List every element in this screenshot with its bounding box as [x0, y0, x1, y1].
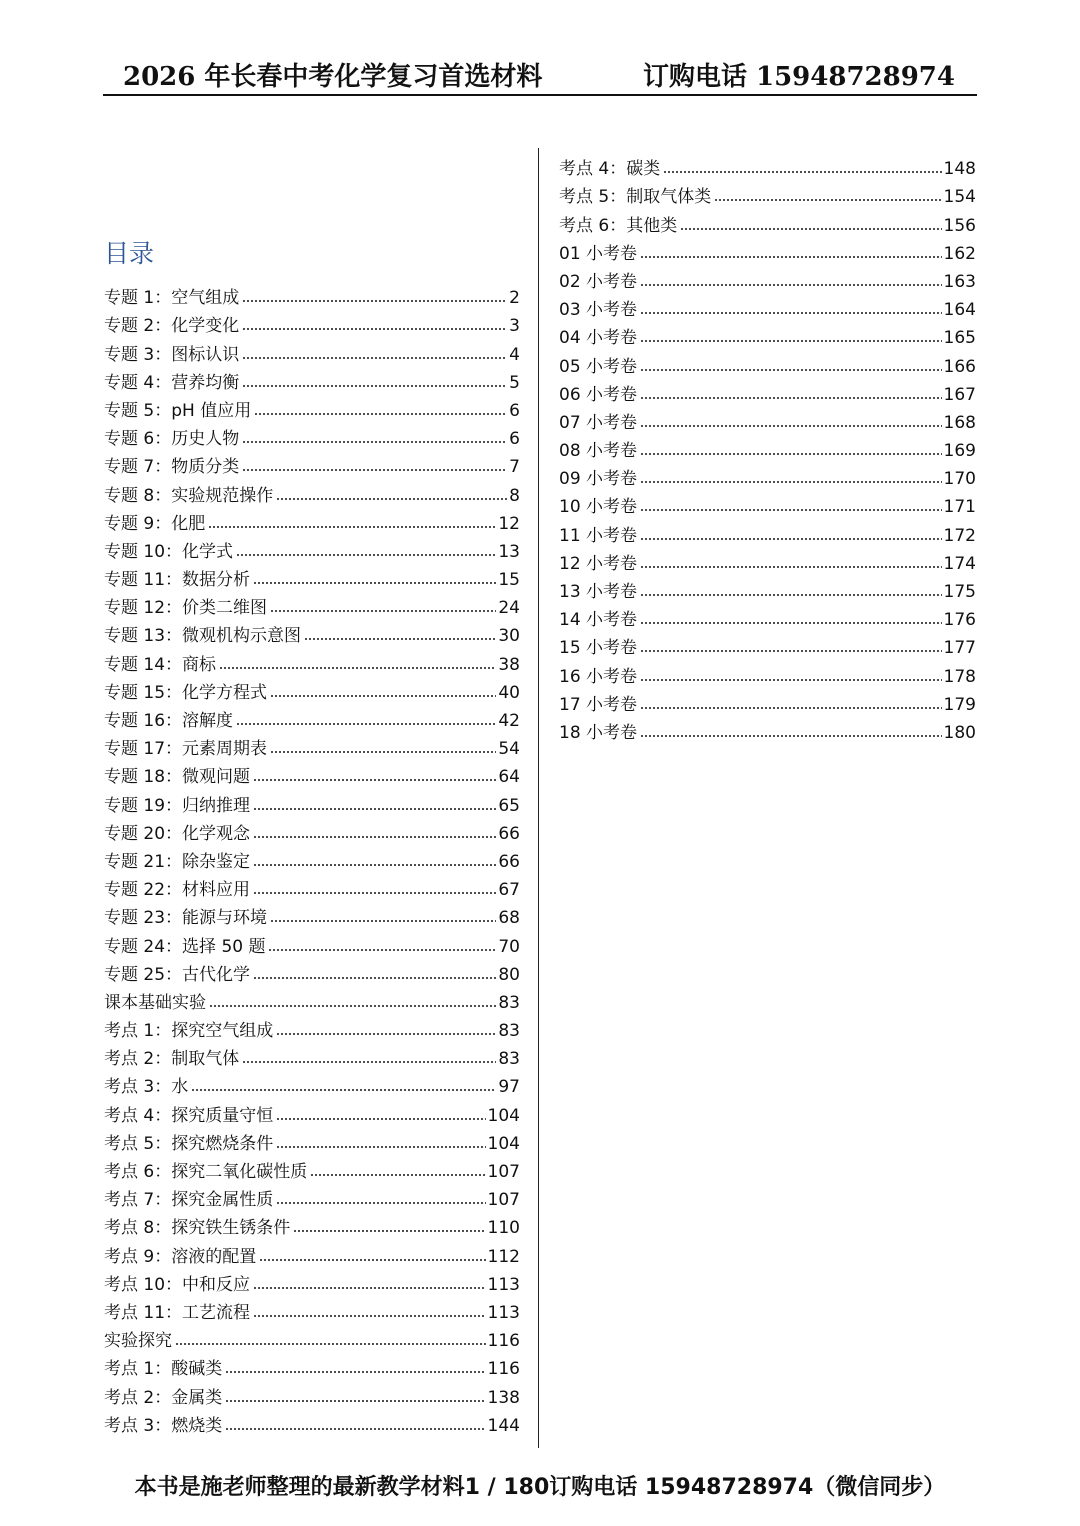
toc-entry-page: 138 — [487, 1387, 520, 1408]
toc-leader-dots — [276, 1201, 485, 1205]
toc-entry-label: 专题 20：化学观念 — [104, 823, 251, 844]
toc-entry-label: 专题 23：能源与环境 — [104, 908, 268, 929]
toc-entry-label: 14 小考卷 — [559, 610, 638, 631]
toc-entry[interactable] — [104, 421, 520, 449]
toc-entry[interactable] — [559, 630, 976, 658]
toc-entry-label: 专题 17：元素周期表 — [104, 739, 268, 760]
toc-entry[interactable] — [559, 574, 976, 602]
toc-entry-page: 164 — [943, 300, 976, 321]
toc-entry-label: 15 小考卷 — [559, 638, 638, 659]
toc-entry-label: 18 小考卷 — [559, 722, 638, 743]
toc-entry-page: 168 — [943, 412, 976, 433]
toc-entry[interactable] — [559, 348, 976, 376]
toc-entry[interactable] — [104, 1351, 520, 1379]
toc-entry[interactable] — [104, 1379, 520, 1407]
toc-leader-dots — [242, 299, 507, 303]
toc-entry[interactable] — [104, 1182, 520, 1210]
toc-entry-page: 113 — [487, 1302, 520, 1323]
toc-entry-label: 考点 1：酸碱类 — [104, 1359, 223, 1380]
toc-leader-dots — [236, 722, 496, 726]
toc-entry[interactable] — [559, 377, 976, 405]
toc-entry-page: 175 — [943, 582, 976, 602]
toc-entry[interactable] — [104, 393, 520, 421]
toc-entry-page: 80 — [498, 964, 520, 985]
toc-leader-dots — [225, 1399, 485, 1403]
toc-leader-dots — [680, 227, 941, 231]
toc-entry[interactable] — [559, 320, 976, 348]
toc-entry-label: 专题 4：营养均衡 — [104, 372, 240, 393]
toc-entry-page: 107 — [487, 1162, 520, 1182]
toc-entry-page: 162 — [943, 243, 976, 264]
toc-entry-page: 148 — [943, 159, 976, 180]
toc-entry-page: 113 — [487, 1274, 520, 1295]
toc-entry-label: 专题 25：古代化学 — [104, 964, 251, 985]
toc-leader-dots — [225, 1370, 485, 1374]
toc-leader-dots — [276, 1117, 485, 1121]
toc-entry-label: 专题 3：图标认识 — [104, 344, 240, 365]
toc-leader-dots — [209, 1004, 496, 1008]
toc-entry-label: 专题 6：历史人物 — [104, 429, 240, 450]
toc-entry-label: 考点 2：金属类 — [104, 1387, 223, 1408]
toc-entry-label: 考点 6：其他类 — [559, 215, 678, 236]
toc-entry-page: 169 — [943, 441, 976, 462]
toc-entry[interactable] — [104, 1323, 520, 1351]
toc-entry-page: 67 — [498, 880, 520, 901]
toc-entry-label: 09 小考卷 — [559, 469, 638, 490]
toc-entry[interactable] — [104, 1267, 520, 1295]
toc-entry[interactable] — [559, 151, 976, 179]
toc-entry-label: 13 小考卷 — [559, 582, 638, 602]
toc-entry-page: 2 — [509, 288, 520, 309]
toc-entry-label: 专题 10：化学式 — [104, 541, 234, 562]
toc-entry[interactable] — [104, 985, 520, 1013]
toc-entry[interactable] — [104, 308, 520, 336]
toc-entry-label: 01 小考卷 — [559, 243, 638, 264]
toc-leader-dots — [640, 283, 942, 287]
toc-entry-label: 专题 12：价类二维图 — [104, 598, 268, 619]
toc-leader-dots — [640, 424, 942, 428]
toc-entry-page: 83 — [498, 1021, 520, 1042]
toc-entry[interactable] — [104, 957, 520, 985]
toc-leader-dots — [640, 255, 942, 259]
toc-leader-dots — [208, 525, 496, 529]
toc-leader-dots — [191, 1088, 496, 1092]
toc-entry[interactable] — [104, 872, 520, 900]
toc-leader-dots — [640, 706, 942, 710]
toc-leader-dots — [242, 327, 507, 331]
toc-entry[interactable] — [104, 1295, 520, 1323]
toc-leader-dots — [270, 609, 496, 613]
toc-entry[interactable] — [104, 1069, 520, 1097]
toc-entry[interactable] — [104, 844, 520, 872]
toc-entry-page: 170 — [943, 469, 976, 490]
toc-entry-label: 06 小考卷 — [559, 384, 638, 405]
toc-leader-dots — [640, 621, 942, 625]
toc-entry[interactable] — [559, 292, 976, 320]
toc-entry-page: 116 — [487, 1331, 520, 1352]
toc-entry[interactable] — [559, 715, 976, 743]
toc-entry-page: 38 — [498, 654, 520, 675]
toc-entry-page: 30 — [498, 626, 520, 647]
toc-entry[interactable] — [559, 602, 976, 630]
toc-leader-dots — [276, 1145, 485, 1149]
toc-entry-label: 考点 4：探究质量守恒 — [104, 1105, 274, 1126]
toc-entry[interactable] — [104, 675, 520, 703]
toc-entry-label: 10 小考卷 — [559, 497, 638, 518]
toc-entry-page: 68 — [498, 908, 520, 929]
toc-right-column — [559, 151, 976, 743]
toc-leader-dots — [253, 863, 496, 867]
toc-entry-label: 专题 8：实验规范操作 — [104, 485, 274, 506]
toc-leader-dots — [310, 1173, 485, 1177]
toc-entry-page: 54 — [498, 739, 520, 760]
toc-leader-dots — [640, 480, 942, 484]
toc-leader-dots — [640, 678, 942, 682]
toc-entry-label: 考点 10：中和反应 — [104, 1274, 251, 1295]
toc-entry-page: 6 — [509, 429, 520, 450]
toc-entry-label: 专题 7：物质分类 — [104, 457, 240, 478]
toc-leader-dots — [640, 311, 942, 315]
toc-leader-dots — [304, 637, 496, 641]
toc-entry-page: 42 — [498, 711, 520, 731]
toc-entry-label: 考点 2：制取气体 — [104, 1049, 240, 1070]
toc-entry-label: 专题 1：空气组成 — [104, 288, 240, 309]
toc-leader-dots — [253, 891, 496, 895]
toc-entry-page: 177 — [943, 638, 976, 659]
page-header — [103, 52, 977, 96]
toc-entry-label: 17 小考卷 — [559, 694, 638, 715]
toc-entry-label: 专题 16：溶解度 — [104, 711, 234, 731]
toc-entry-label: 专题 21：除杂鉴定 — [104, 851, 251, 872]
toc-entry[interactable] — [104, 280, 520, 308]
toc-entry-label: 专题 9：化肥 — [104, 513, 206, 534]
toc-entry[interactable] — [559, 179, 976, 207]
toc-entry[interactable] — [559, 489, 976, 517]
toc-entry[interactable] — [104, 1154, 520, 1182]
toc-leader-dots — [640, 396, 942, 400]
toc-entry[interactable] — [559, 264, 976, 292]
toc-leader-dots — [175, 1342, 486, 1346]
toc-leader-dots — [253, 1286, 486, 1290]
toc-entry[interactable] — [104, 703, 520, 731]
toc-entry[interactable] — [104, 1238, 520, 1266]
toc-leader-dots — [640, 593, 942, 597]
toc-entry-page: 171 — [943, 497, 976, 518]
toc-entry[interactable] — [559, 433, 976, 461]
toc-entry[interactable] — [104, 787, 520, 815]
toc-entry-page: 167 — [943, 384, 976, 405]
toc-leader-dots — [640, 339, 942, 343]
toc-entry-label: 专题 2：化学变化 — [104, 316, 240, 337]
toc-entry[interactable] — [559, 687, 976, 715]
toc-entry-page: 165 — [943, 328, 976, 349]
toc-entry-page: 166 — [943, 356, 976, 377]
toc-leader-dots — [253, 1314, 486, 1318]
toc-leader-dots — [270, 919, 496, 923]
toc-entry-page: 24 — [498, 598, 520, 619]
toc-leader-dots — [640, 537, 942, 541]
toc-leader-dots — [270, 694, 496, 698]
toc-entry[interactable] — [104, 1210, 520, 1238]
toc-entry-page: 4 — [509, 344, 520, 365]
toc-entry-label: 考点 8：探究铁生锈条件 — [104, 1218, 291, 1239]
toc-leader-dots — [640, 452, 942, 456]
toc-entry[interactable] — [104, 928, 520, 956]
toc-leader-dots — [254, 412, 507, 416]
order-phone: 订购电话 15948728974 — [642, 62, 955, 92]
toc-entry-page: 66 — [498, 823, 520, 844]
toc-entry-page: 6 — [509, 400, 520, 421]
toc-leader-dots — [276, 497, 507, 501]
toc-entry-page: 83 — [498, 992, 520, 1013]
toc-entry[interactable] — [104, 1041, 520, 1069]
toc-leader-dots — [640, 368, 942, 372]
document-title: 2026 年长春中考化学复习首选材料 — [123, 62, 543, 92]
toc-entry-label: 考点 5：探究燃烧条件 — [104, 1133, 274, 1154]
toc-entry-page: 163 — [943, 271, 976, 292]
toc-entry[interactable] — [104, 477, 520, 505]
toc-entry-page: 178 — [943, 666, 976, 687]
toc-entry-label: 考点 4：碳类 — [559, 159, 661, 180]
column-divider — [538, 148, 539, 1448]
toc-entry-page: 110 — [487, 1218, 520, 1239]
toc-leader-dots — [640, 734, 942, 738]
toc-leader-dots — [293, 1229, 485, 1233]
toc-leader-dots — [640, 565, 942, 569]
toc-entry[interactable] — [104, 900, 520, 928]
toc-entry[interactable] — [104, 449, 520, 477]
toc-entry[interactable] — [559, 517, 976, 545]
toc-entry-page: 83 — [498, 1049, 520, 1070]
toc-entry-label: 专题 13：微观机构示意图 — [104, 626, 302, 647]
toc-entry-label: 专题 22：材料应用 — [104, 880, 251, 901]
toc-entry-page: 8 — [509, 485, 520, 506]
toc-entry-page: 107 — [487, 1190, 520, 1211]
toc-entry[interactable] — [104, 1013, 520, 1041]
toc-entry-page: 97 — [498, 1077, 520, 1098]
toc-entry-page: 176 — [943, 610, 976, 631]
toc-heading: 目录 — [104, 239, 155, 268]
toc-entry-label: 考点 11：工艺流程 — [104, 1302, 251, 1323]
toc-entry[interactable] — [104, 618, 520, 646]
toc-entry-label: 考点 3：燃烧类 — [104, 1415, 223, 1436]
toc-entry-page: 40 — [498, 682, 520, 703]
toc-entry-label: 04 小考卷 — [559, 328, 638, 349]
toc-entry-label: 专题 24：选择 50 题 — [104, 936, 266, 957]
toc-entry-label: 专题 5：pH 值应用 — [104, 400, 252, 421]
toc-leader-dots — [225, 1427, 485, 1431]
toc-leader-dots — [663, 170, 941, 174]
toc-entry[interactable] — [559, 405, 976, 433]
toc-entry[interactable] — [104, 562, 520, 590]
toc-entry-label: 专题 15：化学方程式 — [104, 682, 268, 703]
toc-entry-page: 12 — [498, 513, 520, 534]
toc-entry-label: 实验探究 — [104, 1331, 172, 1352]
toc-leader-dots — [276, 1032, 496, 1036]
toc-entry[interactable] — [104, 1126, 520, 1154]
toc-leader-dots — [253, 778, 496, 782]
toc-entry-page: 179 — [943, 694, 976, 715]
toc-entry[interactable] — [104, 816, 520, 844]
toc-entry[interactable] — [104, 731, 520, 759]
toc-entry-label: 02 小考卷 — [559, 271, 638, 292]
toc-entry-page: 144 — [487, 1415, 520, 1436]
toc-entry-label: 12 小考卷 — [559, 553, 638, 574]
toc-entry-page: 5 — [509, 372, 520, 393]
toc-entry-label: 专题 18：微观问题 — [104, 767, 251, 788]
toc-leader-dots — [253, 807, 496, 811]
toc-entry-page: 64 — [498, 767, 520, 788]
toc-entry-page: 65 — [498, 795, 520, 816]
toc-entry[interactable] — [559, 658, 976, 686]
toc-entry-page: 3 — [509, 316, 520, 337]
toc-entry[interactable] — [559, 546, 976, 574]
toc-entry[interactable] — [104, 646, 520, 674]
toc-entry[interactable] — [104, 365, 520, 393]
toc-leader-dots — [242, 356, 507, 360]
toc-leader-dots — [253, 976, 496, 980]
toc-entry-label: 考点 6：探究二氧化碳性质 — [104, 1162, 308, 1182]
toc-entry-page: 104 — [487, 1105, 520, 1126]
toc-entry-label: 05 小考卷 — [559, 356, 638, 377]
toc-entry[interactable] — [559, 461, 976, 489]
toc-entry[interactable] — [104, 590, 520, 618]
toc-entry-label: 07 小考卷 — [559, 412, 638, 433]
toc-entry[interactable] — [104, 534, 520, 562]
toc-entry-label: 考点 9：溶液的配置 — [104, 1246, 257, 1267]
toc-entry-label: 08 小考卷 — [559, 441, 638, 462]
toc-entry-page: 112 — [487, 1246, 520, 1267]
toc-entry-label: 专题 11：数据分析 — [104, 570, 251, 591]
toc-leader-dots — [640, 508, 942, 512]
toc-leader-dots — [242, 440, 507, 444]
toc-leader-dots — [270, 750, 496, 754]
toc-leader-dots — [236, 553, 496, 557]
toc-leader-dots — [714, 198, 941, 202]
toc-entry-page: 116 — [487, 1359, 520, 1380]
toc-entry-page: 13 — [498, 541, 520, 562]
toc-entry-page: 66 — [498, 851, 520, 872]
toc-leader-dots — [219, 666, 496, 670]
toc-entry[interactable] — [559, 236, 976, 264]
toc-entry-label: 专题 14：商标 — [104, 654, 217, 675]
toc-entry-page: 156 — [943, 215, 976, 236]
toc-entry[interactable] — [559, 207, 976, 235]
toc-entry-page: 154 — [943, 187, 976, 208]
toc-entry-label: 考点 7：探究金属性质 — [104, 1190, 274, 1211]
toc-entry-page: 104 — [487, 1133, 520, 1154]
toc-leader-dots — [242, 384, 507, 388]
toc-leader-dots — [253, 835, 496, 839]
toc-entry-label: 16 小考卷 — [559, 666, 638, 687]
toc-entry-page: 15 — [498, 570, 520, 591]
toc-entry-label: 课本基础实验 — [104, 992, 206, 1013]
toc-entry[interactable] — [104, 336, 520, 364]
toc-entry-page: 174 — [943, 553, 976, 574]
toc-entry-label: 专题 19：归纳推理 — [104, 795, 251, 816]
toc-entry-page: 7 — [509, 457, 520, 478]
toc-entry-page: 180 — [943, 722, 976, 743]
toc-entry-label: 考点 1：探究空气组成 — [104, 1021, 274, 1042]
toc-leader-dots — [253, 581, 496, 585]
toc-leader-dots — [640, 649, 942, 653]
toc-entry-label: 考点 5：制取气体类 — [559, 187, 712, 208]
toc-left-column — [104, 280, 520, 1436]
toc-entry-label: 11 小考卷 — [559, 525, 638, 546]
toc-leader-dots — [259, 1258, 485, 1262]
toc-entry-page: 172 — [943, 525, 976, 546]
toc-entry-label: 考点 3：水 — [104, 1077, 189, 1098]
toc-entry[interactable] — [104, 759, 520, 787]
toc-entry[interactable] — [104, 1408, 520, 1436]
toc-entry-page: 70 — [498, 936, 520, 957]
toc-leader-dots — [242, 468, 507, 472]
toc-leader-dots — [268, 948, 496, 952]
toc-entry[interactable] — [104, 1097, 520, 1125]
toc-entry-label: 03 小考卷 — [559, 300, 638, 321]
toc-leader-dots — [242, 1060, 496, 1064]
page-footer: 本书是施老师整理的最新教学材料1 / 180订购电话 15948728974（微信同步） — [134, 1475, 946, 1500]
toc-entry[interactable] — [104, 506, 520, 534]
